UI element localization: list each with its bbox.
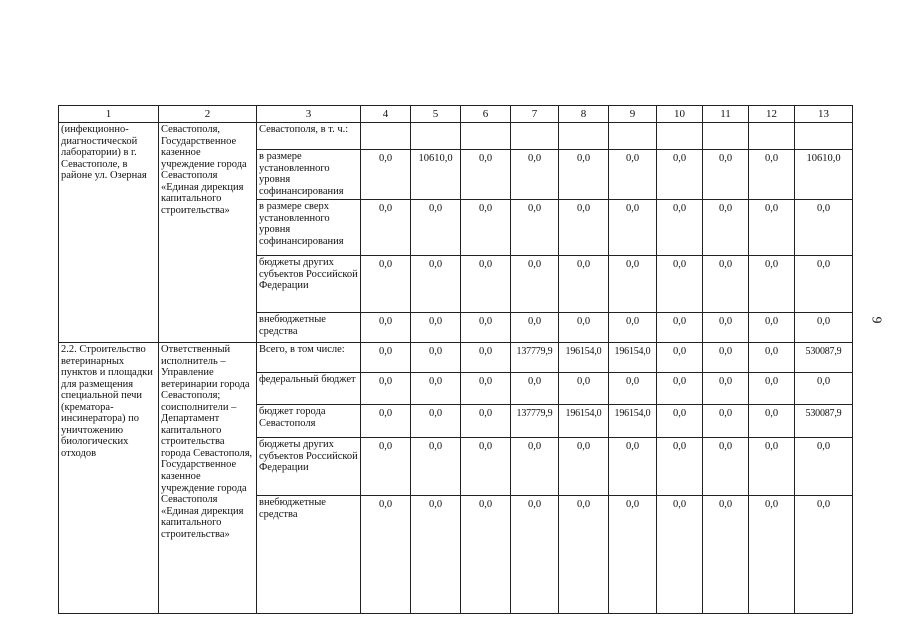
value-cell: 137779,9 xyxy=(511,405,559,438)
page-number: 9 xyxy=(868,316,884,324)
value-cell: 0,0 xyxy=(361,405,411,438)
value-cell: 0,0 xyxy=(609,438,657,496)
value-cell: 196154,0 xyxy=(609,343,657,373)
value-cell: 0,0 xyxy=(559,496,609,614)
value-cell: 0,0 xyxy=(657,256,703,313)
value-cell: 0,0 xyxy=(749,343,795,373)
value-cell: 0,0 xyxy=(411,313,461,343)
header-cell: 9 xyxy=(609,106,657,123)
value-cell: 0,0 xyxy=(511,256,559,313)
value-cell: 0,0 xyxy=(703,256,749,313)
value-cell: 0,0 xyxy=(461,438,511,496)
executor-description: Севастополя, Государственное казенное учреждение города Севастополя «Единая дирекция капитального строительства» xyxy=(159,123,257,343)
value-cell: 0,0 xyxy=(361,438,411,496)
header-cell: 2 xyxy=(159,106,257,123)
header-cell: 1 xyxy=(59,106,159,123)
value-cell: 0,0 xyxy=(749,256,795,313)
header-cell: 8 xyxy=(559,106,609,123)
value-cell: 0,0 xyxy=(795,438,853,496)
table-row xyxy=(59,343,853,373)
value-cell: 0,0 xyxy=(703,150,749,200)
header-cell: 7 xyxy=(511,106,559,123)
value-cell: 0,0 xyxy=(461,313,511,343)
value-cell: 0,0 xyxy=(657,200,703,256)
funding-source-label: в размере сверх установленного уровня софинансирования xyxy=(257,200,361,256)
value-cell: 0,0 xyxy=(411,200,461,256)
value-cell: 0,0 xyxy=(411,343,461,373)
header-cell: 10 xyxy=(657,106,703,123)
executor-description: Ответственный исполнитель – Управление ветеринарии города Севастополя; соисполнители – Департамент капитального строительства города Севастополя, Государственное казенное учреждение города Севастополя «Единая дирекция капитального строительства» xyxy=(159,343,257,614)
value-cell: 0,0 xyxy=(703,405,749,438)
value-cell: 0,0 xyxy=(657,405,703,438)
value-cell: 0,0 xyxy=(361,373,411,405)
value-cell: 0,0 xyxy=(559,373,609,405)
value-cell: 0,0 xyxy=(511,150,559,200)
value-cell: 0,0 xyxy=(411,256,461,313)
value-cell: 0,0 xyxy=(703,343,749,373)
table-row xyxy=(59,123,853,150)
value-cell: 0,0 xyxy=(703,200,749,256)
value-cell: 0,0 xyxy=(511,373,559,405)
value-cell: 196154,0 xyxy=(609,405,657,438)
value-cell: 0,0 xyxy=(411,496,461,614)
value-cell: 0,0 xyxy=(749,313,795,343)
value-cell: 0,0 xyxy=(749,405,795,438)
header-cell: 5 xyxy=(411,106,461,123)
value-cell: 0,0 xyxy=(461,496,511,614)
funding-source-label: бюджеты других субъектов Российской Федерации xyxy=(257,438,361,496)
value-cell: 0,0 xyxy=(461,373,511,405)
value-cell: 0,0 xyxy=(609,496,657,614)
budget-table xyxy=(58,105,853,614)
value-cell: 0,0 xyxy=(361,150,411,200)
value-cell: 0,0 xyxy=(559,313,609,343)
value-cell: 0,0 xyxy=(411,438,461,496)
value-cell: 0,0 xyxy=(361,343,411,373)
value-cell: 0,0 xyxy=(461,150,511,200)
value-cell: 0,0 xyxy=(461,200,511,256)
value-cell: 10610,0 xyxy=(795,150,853,200)
value-cell: 530087,9 xyxy=(795,343,853,373)
value-cell: 0,0 xyxy=(657,496,703,614)
value-cell: 196154,0 xyxy=(559,405,609,438)
value-cell: 0,0 xyxy=(559,256,609,313)
value-cell: 0,0 xyxy=(609,150,657,200)
value-cell: 0,0 xyxy=(749,373,795,405)
value-cell: 0,0 xyxy=(703,373,749,405)
funding-source-label: внебюджетные средства xyxy=(257,496,361,614)
header-cell: 6 xyxy=(461,106,511,123)
value-cell: 0,0 xyxy=(795,200,853,256)
value-cell: 0,0 xyxy=(511,496,559,614)
header-row xyxy=(59,106,853,123)
measure-description: 2.2. Строительство ветеринарных пунктов и площадки для размещения специальной печи (крематора-инсинератора) по уничтожению биологических отходов xyxy=(59,343,159,614)
value-cell: 0,0 xyxy=(511,313,559,343)
value-cell: 0,0 xyxy=(609,373,657,405)
value-cell: 0,0 xyxy=(609,313,657,343)
value-cell: 0,0 xyxy=(361,313,411,343)
header-cell: 3 xyxy=(257,106,361,123)
value-cell: 0,0 xyxy=(511,438,559,496)
funding-source-label: Севастополя, в т. ч.: xyxy=(257,123,361,150)
value-cell: 0,0 xyxy=(609,200,657,256)
value-cell: 0,0 xyxy=(703,496,749,614)
value-cell: 0,0 xyxy=(361,200,411,256)
value-cell: 0,0 xyxy=(703,313,749,343)
measure-description: (инфекционно-диагностической лаборатории) в г. Севастополе, в районе ул. Озерная xyxy=(59,123,159,343)
funding-source-label: Всего, в том числе: xyxy=(257,343,361,373)
value-cell: 0,0 xyxy=(361,256,411,313)
funding-source-label: федеральный бюджет xyxy=(257,373,361,405)
value-cell: 0,0 xyxy=(749,150,795,200)
value-cell: 137779,9 xyxy=(511,343,559,373)
value-cell: 0,0 xyxy=(461,343,511,373)
value-cell: 0,0 xyxy=(657,150,703,200)
value-cell: 10610,0 xyxy=(411,150,461,200)
value-cell: 0,0 xyxy=(559,200,609,256)
value-cell: 0,0 xyxy=(361,496,411,614)
funding-source-label: бюджеты других субъектов Российской Федерации xyxy=(257,256,361,313)
value-cell: 0,0 xyxy=(749,438,795,496)
value-cell: 0,0 xyxy=(795,373,853,405)
value-cell: 0,0 xyxy=(749,200,795,256)
header-cell: 11 xyxy=(703,106,749,123)
value-cell: 196154,0 xyxy=(559,343,609,373)
header-cell: 13 xyxy=(795,106,853,123)
value-cell: 0,0 xyxy=(657,313,703,343)
value-cell: 0,0 xyxy=(559,150,609,200)
value-cell: 0,0 xyxy=(657,373,703,405)
value-cell: 0,0 xyxy=(461,256,511,313)
value-cell: 0,0 xyxy=(411,405,461,438)
value-cell: 0,0 xyxy=(703,438,749,496)
value-cell: 530087,9 xyxy=(795,405,853,438)
funding-source-label: внебюджетные средства xyxy=(257,313,361,343)
value-cell: 0,0 xyxy=(559,438,609,496)
value-cell: 0,0 xyxy=(609,256,657,313)
header-cell: 12 xyxy=(749,106,795,123)
funding-source-label: в размере установленного уровня софинансирования xyxy=(257,150,361,200)
value-cell: 0,0 xyxy=(657,343,703,373)
header-cell: 4 xyxy=(361,106,411,123)
value-cell: 0,0 xyxy=(657,438,703,496)
value-cell: 0,0 xyxy=(795,496,853,614)
funding-source-label: бюджет города Севастополя xyxy=(257,405,361,438)
value-cell: 0,0 xyxy=(795,256,853,313)
value-cell: 0,0 xyxy=(411,373,461,405)
value-cell: 0,0 xyxy=(461,405,511,438)
value-cell: 0,0 xyxy=(795,313,853,343)
value-cell: 0,0 xyxy=(511,200,559,256)
value-cell: 0,0 xyxy=(749,496,795,614)
